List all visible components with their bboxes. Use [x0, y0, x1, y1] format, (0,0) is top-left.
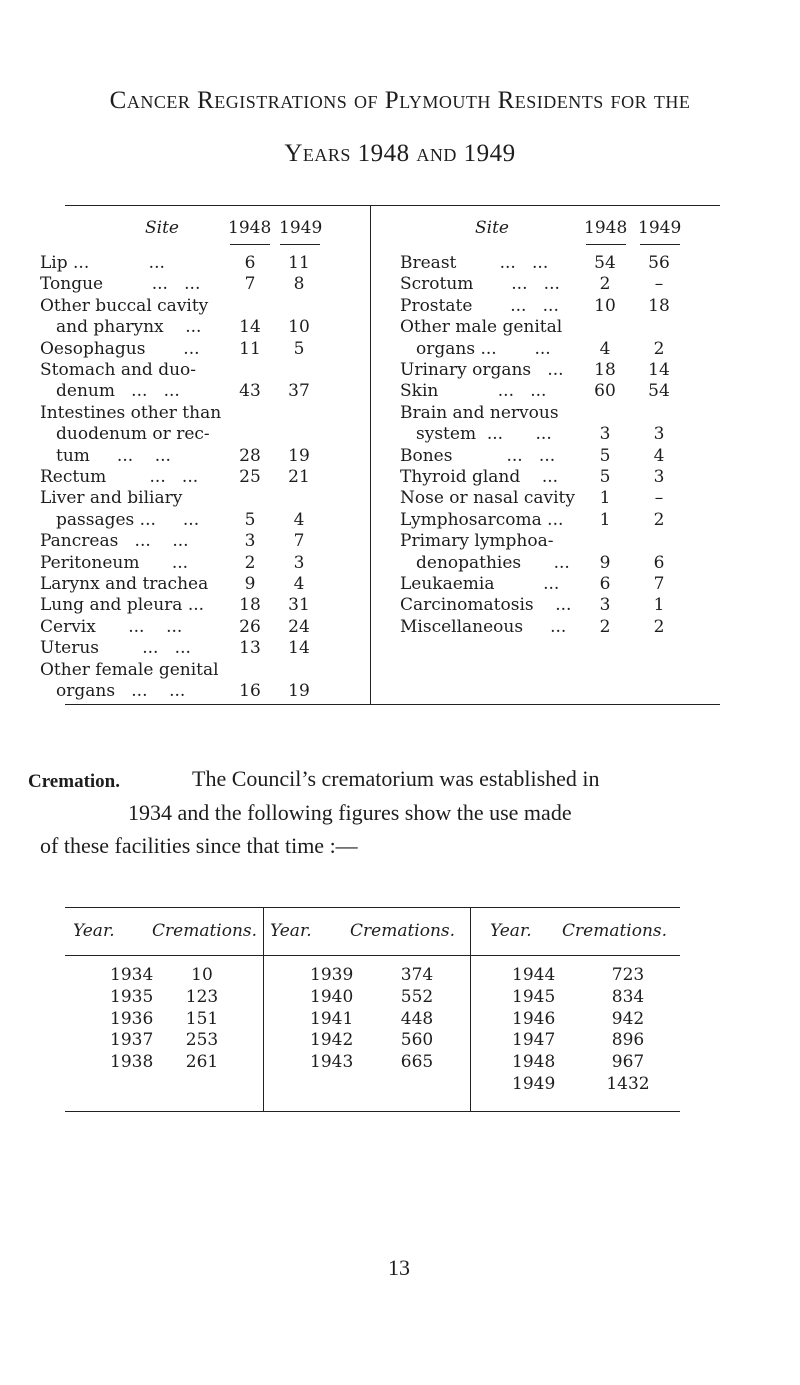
value-1948: 43	[239, 381, 261, 402]
value-1949: 54	[648, 381, 670, 402]
value-1949: 19	[288, 445, 310, 466]
reg-table-divider	[370, 205, 371, 705]
crem-count: 942	[611, 1008, 645, 1029]
reg-left-header-1948: 1948	[228, 218, 272, 238]
crem-year: 1939	[310, 965, 354, 985]
site-label: system ... ...	[416, 424, 552, 445]
reg-left-rule-1948	[230, 244, 270, 245]
page-number: 13	[388, 1255, 410, 1280]
crem-year: 1948	[512, 1052, 556, 1073]
crem-year: 1947	[512, 1030, 556, 1051]
crem-year: 1943	[310, 1052, 354, 1073]
cremation-para-line2: 1934 and the following figures show the use made	[128, 800, 572, 825]
crem-count: 723	[611, 965, 645, 985]
site-label: Other female genital	[40, 659, 219, 680]
value-1948: 18	[239, 595, 261, 616]
reg-right-header-site: Site	[475, 218, 509, 238]
site-label: organs ... ...	[56, 681, 186, 701]
crem-count: 253	[185, 1030, 219, 1051]
reg-table-top-rule	[65, 205, 720, 206]
crem-count: 10	[191, 965, 213, 985]
site-label: Primary lymphoa-	[400, 531, 554, 552]
value-1948: 1	[599, 488, 611, 509]
value-1948: 5	[599, 445, 611, 466]
cremation-para-line1: The Council’s crematorium was established in	[192, 766, 600, 791]
crem-count: 448	[400, 1008, 434, 1029]
value-1949: 7	[293, 531, 305, 552]
crem-count: 665	[400, 1052, 434, 1073]
crem-year: 1942	[310, 1030, 354, 1051]
crem-header-year: Year.	[270, 921, 312, 941]
site-label: Miscellaneous ...	[400, 616, 567, 637]
value-1948: 4	[599, 338, 611, 359]
value-1949: 4	[293, 574, 305, 594]
value-1949: 3	[293, 552, 305, 573]
value-1948: 2	[599, 274, 611, 295]
value-1948: 13	[239, 638, 261, 659]
crem-count: 261	[185, 1052, 219, 1073]
site-label: denum ... ...	[56, 381, 180, 402]
crem-count: 896	[611, 1030, 645, 1051]
crem-year: 1946	[512, 1008, 556, 1029]
reg-right-header-1948: 1948	[584, 218, 628, 238]
reg-table-bottom-rule	[65, 704, 720, 705]
reg-left-header-site: Site	[145, 218, 179, 238]
reg-right-header-1949: 1949	[638, 218, 682, 238]
crem-count: 123	[185, 986, 219, 1007]
value-1948: 6	[599, 574, 611, 594]
reg-left-header-1949: 1949	[279, 218, 323, 238]
site-label: tum ... ...	[56, 445, 171, 466]
crem-count: 560	[400, 1030, 434, 1051]
value-1948: 26	[239, 616, 261, 637]
value-1948: 6	[244, 253, 256, 273]
crem-count: 967	[611, 1052, 645, 1073]
value-1948: 16	[239, 681, 261, 701]
crem-header-cremations: Cremations.	[152, 921, 258, 941]
site-label: Brain and nervous	[400, 402, 559, 423]
crem-year: 1938	[110, 1052, 154, 1073]
value-1949: 2	[653, 509, 665, 530]
value-1948: 28	[239, 445, 261, 466]
value-1949: 5	[293, 338, 305, 359]
value-1948: 3	[244, 531, 256, 552]
site-label: Other buccal cavity	[40, 295, 209, 316]
value-1949: 6	[653, 552, 665, 573]
value-1949: 3	[653, 467, 665, 487]
site-label: Lung and pleura ...	[40, 595, 205, 616]
crem-header-cremations: Cremations.	[562, 921, 668, 941]
cremation-label: Cremation.	[28, 771, 120, 792]
value-1948: 7	[244, 274, 256, 295]
value-1949: 56	[648, 253, 670, 273]
value-1949: 10	[288, 317, 310, 338]
value-1948: 14	[239, 317, 261, 338]
value-1948: 5	[244, 509, 256, 530]
value-1948: 54	[594, 253, 616, 273]
value-1949: 3	[653, 424, 665, 445]
crem-year: 1935	[110, 986, 154, 1007]
value-1949: 2	[653, 616, 665, 637]
site-label: Peritoneum ...	[40, 552, 189, 573]
value-1948: 5	[599, 467, 611, 487]
site-label: Pancreas ... ...	[40, 531, 189, 552]
site-label: Prostate ... ...	[400, 295, 559, 316]
crem-table-bottom-rule	[65, 1111, 680, 1112]
page-subtitle: Years 1948 and 1949	[284, 140, 516, 167]
value-1949: 21	[288, 467, 310, 487]
site-label: Liver and biliary	[40, 488, 183, 509]
site-label: Bones ... ...	[400, 445, 556, 466]
site-label: Uterus ... ...	[40, 638, 191, 659]
value-1949: 18	[648, 295, 670, 316]
site-label: Lymphosarcoma ...	[400, 509, 564, 530]
value-1949: –	[654, 488, 664, 509]
site-label: Tongue ... ...	[40, 274, 201, 295]
reg-right-rule-1948	[586, 244, 626, 245]
reg-right-rule-1949	[640, 244, 680, 245]
site-label: organs ... ...	[416, 338, 551, 359]
site-label: and pharynx ...	[56, 317, 202, 338]
crem-header-cremations: Cremations.	[350, 921, 456, 941]
site-label: Other male genital	[400, 317, 563, 338]
site-label: Cervix ... ...	[40, 616, 183, 637]
crem-year: 1937	[110, 1030, 154, 1051]
value-1948: 2	[599, 616, 611, 637]
site-label: passages ... ...	[56, 509, 200, 530]
site-label: Leukaemia ...	[400, 574, 560, 594]
crem-count: 151	[185, 1008, 219, 1029]
site-label: duodenum or rec-	[56, 424, 210, 445]
crem-year: 1940	[310, 986, 354, 1007]
site-label: Stomach and duo-	[40, 360, 197, 380]
value-1949: 1	[653, 595, 665, 616]
site-label: Breast ... ...	[400, 253, 549, 273]
value-1949: 8	[293, 274, 305, 295]
value-1948: 11	[239, 338, 261, 359]
value-1949: 4	[653, 445, 665, 466]
crem-table-divider-1	[263, 907, 264, 1112]
site-label: denopathies ...	[416, 552, 570, 573]
value-1948: 9	[244, 574, 256, 594]
value-1948: 9	[599, 552, 611, 573]
crem-year: 1945	[512, 986, 556, 1007]
crem-table-top-rule	[65, 907, 680, 908]
crem-table-header-rule	[65, 955, 680, 956]
value-1949: 37	[288, 381, 310, 402]
crem-count: 552	[400, 986, 434, 1007]
crem-header-year: Year.	[490, 921, 532, 941]
site-label: Scrotum ... ...	[400, 274, 560, 295]
reg-left-rule-1949	[280, 244, 320, 245]
site-label: Urinary organs ...	[400, 360, 564, 380]
value-1949: 19	[288, 681, 310, 701]
crem-year: 1941	[310, 1008, 354, 1029]
crem-count: 374	[400, 965, 434, 985]
crem-table-divider-2	[470, 907, 471, 1112]
value-1948: 3	[599, 424, 611, 445]
value-1948: 1	[599, 509, 611, 530]
cremation-para-line3: of these facilities since that time :—	[40, 833, 358, 858]
value-1949: 31	[288, 595, 310, 616]
site-label: Larynx and trachea	[40, 574, 209, 594]
site-label: Nose or nasal cavity	[400, 488, 575, 509]
value-1949: 7	[653, 574, 665, 594]
crem-header-year: Year.	[73, 921, 115, 941]
value-1949: 4	[293, 509, 305, 530]
value-1948: 60	[594, 381, 616, 402]
site-label: Lip ... ...	[40, 253, 165, 273]
site-label: Carcinomatosis ...	[400, 595, 572, 616]
crem-year: 1944	[512, 965, 556, 985]
value-1948: 25	[239, 467, 261, 487]
crem-year: 1949	[512, 1074, 556, 1094]
crem-count: 1432	[606, 1074, 650, 1094]
value-1948: 18	[594, 360, 616, 380]
value-1949: –	[654, 274, 664, 295]
crem-year: 1936	[110, 1008, 154, 1029]
value-1949: 2	[653, 338, 665, 359]
site-label: Rectum ... ...	[40, 467, 199, 487]
value-1948: 3	[599, 595, 611, 616]
value-1948: 10	[594, 295, 616, 316]
crem-count: 834	[611, 986, 645, 1007]
value-1948: 2	[244, 552, 256, 573]
value-1949: 24	[288, 616, 310, 637]
page-title: Cancer Registrations of Plymouth Residents for the	[109, 87, 691, 114]
site-label: Intestines other than	[40, 402, 222, 423]
site-label: Skin ... ...	[400, 381, 547, 402]
value-1949: 14	[288, 638, 310, 659]
value-1949: 14	[648, 360, 670, 380]
value-1949: 11	[288, 253, 310, 273]
site-label: Oesophagus ...	[40, 338, 200, 359]
crem-year: 1934	[110, 965, 154, 985]
site-label: Thyroid gland ...	[400, 467, 559, 487]
